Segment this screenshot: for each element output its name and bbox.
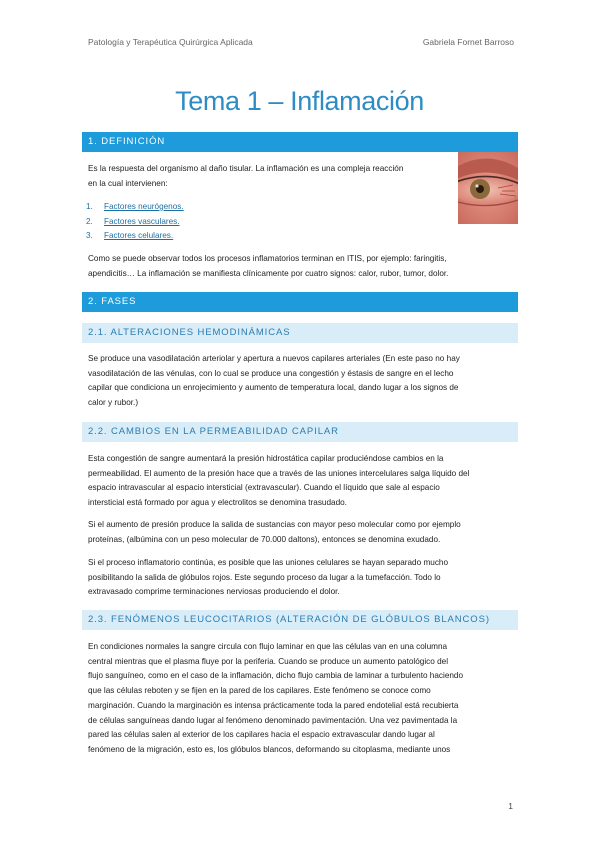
paragraph-line: Esta congestión de sangre aumentará la presión hidrostática capilar produciéndose cambios en la [88, 454, 444, 463]
paragraph-line: Se produce una vasodilatación arteriolar y apertura a nuevos capilares arteriales (En este paso no hay [88, 354, 460, 363]
factors-list [86, 200, 184, 244]
paragraph-line: espacio intravascular al espacio intersticial (extravascular). Cuando el líquido que sale al espacio [88, 483, 440, 493]
paragraph-line: extravasado comprime terminaciones nerviosas produciendo el dolor. [88, 587, 340, 597]
subsection-heading-permeabilidad: 2.2. CAMBIOS EN LA PERMEABILIDAD CAPILAR [82, 422, 518, 442]
paragraph-line: capilar que condiciona un enrojecimiento y aumento de temperatura local, dando lugar a los signos de [88, 383, 459, 393]
factor-link-neurogenos[interactable]: Factores neurógenos. [104, 202, 184, 211]
paragraph-line: apendicitis… La inflamación se manifiesta clínicamente por cuatro signos: calor, rubor, tumor, dolor. [88, 268, 449, 278]
factor-link-celulares[interactable]: Factores celulares. [104, 231, 174, 241]
paragraph-line: que las células reboten y se fijen en la pared de los capilares. Este fenómeno se conoce como [88, 686, 431, 696]
definition-paragraph [88, 162, 403, 191]
list-number: 3. [86, 231, 93, 241]
definition-closing-paragraph [88, 252, 448, 281]
section-heading-definicion: 1. DEFINICIÓN [82, 132, 518, 152]
paragraph-line: flujo sanguíneo, como en el caso de la inflamación, dicho flujo cambia de laminar a turbulento haciendo [88, 671, 464, 681]
paragraph-line: pared las células salen al exterior de los capilares hacia el espacio extravascular dando lugar al [88, 730, 435, 740]
paragraph-line: intersticial está formado por agua y electrolitos se denomina trasudado. [88, 498, 347, 508]
inflamed-eye-photo [458, 152, 518, 224]
paragraph-line: Como se puede observar todos los procesos inflamatorios terminan en ITIS, por ejemplo: faringitis, [88, 254, 447, 263]
paragraph-line: Si el aumento de presión produce la salida de sustancias con mayor peso molecular como por ejemplo [88, 520, 461, 529]
permeability-paragraph-3 [88, 556, 448, 600]
paragraph-line: marginación. Cuando la marginación es intensa prácticamente toda la pared endotelial está recubierta [88, 700, 459, 710]
paragraph-line: En condiciones normales la sangre circula con flujo laminar en que las células van en una columna [88, 642, 448, 651]
running-header-author: Gabriela Fornet Barroso [422, 37, 514, 47]
paragraph-line: vasodilatación de las vénulas, con lo cual se produce una congestión y éstasis de sangre en el lecho [88, 368, 454, 378]
list-item [86, 200, 184, 215]
factor-link-vasculares[interactable]: Factores vasculares. [104, 216, 180, 226]
definition-line: en la cual intervienen: [88, 178, 168, 188]
paragraph-line: fenómeno de la migración, esto es, los glóbulos blancos, deformando su citoplasma, mediante unos [88, 744, 451, 754]
permeability-paragraph-1 [88, 452, 469, 511]
paragraph-line: central mientras que el plasma fluye por la periferia. Cuando se produce un aumento patológico del [88, 656, 449, 666]
section-heading-fases: 2. FASES [82, 292, 518, 312]
page-number: 1 [508, 801, 513, 811]
paragraph-line: permeabilidad. El aumento de la presión hace que a través de las uniones intercelulares salga líquido del [88, 468, 470, 478]
paragraph-line: de células sanguíneas dando lugar al fenómeno denominado pavimentación. Una vez pavimentada la [88, 715, 458, 725]
paragraph-line: Si el proceso inflamatorio continúa, es posible que las uniones celulares se hayan separado mucho [88, 558, 449, 567]
running-header-course: Patología y Terapéutica Quirúrgica Aplicada [88, 37, 253, 47]
list-number: 2. [86, 216, 93, 226]
subsection-heading-leucocitarios: 2.3. FENÓMENOS LEUCOCITARIOS (ALTERACIÓN DE GLÓBULOS BLANCOS) [82, 610, 518, 630]
permeability-paragraph-2 [88, 518, 461, 547]
leukocyte-paragraph [88, 640, 463, 758]
definition-line: Es la respuesta del organismo al daño tisular. La inflamación es una compleja reacción [88, 164, 404, 173]
list-item [86, 229, 184, 244]
hemodynamic-paragraph [88, 352, 460, 411]
paragraph-line: posibilitando la salida de glóbulos rojos. Este segundo proceso da lugar a la tumefacción. Todo lo [88, 572, 441, 582]
paragraph-line: calor y rubor.) [88, 398, 139, 408]
list-number: 1. [86, 202, 93, 211]
paragraph-line: proteínas, (albúmina con un peso molecular de 70.000 daltons), entonces se denomina exudado. [88, 534, 441, 544]
subsection-heading-alteraciones: 2.1. ALTERACIONES HEMODINÁMICAS [82, 323, 518, 343]
page-title: Tema 1 – Inflamación [175, 86, 424, 116]
list-item [86, 215, 184, 230]
